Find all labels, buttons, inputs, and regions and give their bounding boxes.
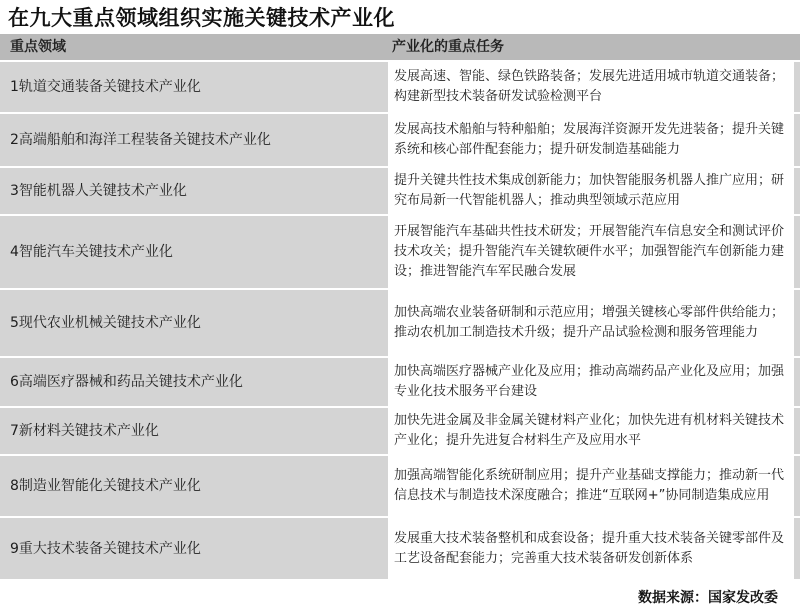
key-fields-table (0, 34, 800, 579)
row-tasks (388, 358, 794, 406)
data-source: 数据来源：国家发改委 (638, 590, 778, 606)
row-field: 2高端船舶和海洋工程装备关键技术产业化 (10, 132, 271, 148)
row-field: 3智能机器人关键技术产业化 (10, 183, 187, 199)
table-row (0, 516, 800, 579)
row-tasks (388, 216, 794, 288)
row-tasks (388, 456, 794, 516)
page-title: 在九大重点领域组织实施关键技术产业化 (8, 6, 395, 30)
table-row (0, 454, 800, 516)
header-tasks: 产业化的重点任务 (392, 39, 504, 55)
row-tasks (388, 290, 794, 356)
row-field: 8制造业智能化关键技术产业化 (10, 478, 201, 494)
table-row (0, 406, 800, 454)
row-field: 9重大技术装备关键技术产业化 (10, 540, 201, 557)
row-tasks-text: 加快高端农业装备研制和示范应用；增强关键核心零部件供给能力；推动农机加工制造技术升级；提升产品试验检测和服务管理能力 (394, 305, 785, 340)
table-row (0, 288, 800, 356)
row-field: 6高端医疗器械和药品关键技术产业化 (10, 374, 243, 390)
table-header (0, 34, 800, 60)
row-field: 5现代农业机械关键技术产业化 (10, 315, 201, 331)
row-tasks-text: 发展重大技术装备整机和成套设备；提升重大技术装备关键零部件及工艺设备配套能力；完善重大技术装备研发创新体系 (394, 530, 785, 566)
table-row (0, 356, 800, 406)
row-tasks (388, 62, 794, 112)
row-tasks (388, 408, 794, 454)
table-row (0, 214, 800, 288)
row-tasks-text: 加快高端医疗器械产业化及应用；推动高端药品产业化及应用；加强专业化技术服务平台建设 (394, 364, 785, 399)
table-row (0, 112, 800, 166)
row-tasks-text: 发展高技术船舶与特种船舶；发展海洋资源开发先进装备；提升关键系统和核心部件配套能力；提升研发制造基础能力 (394, 122, 785, 157)
row-field: 4智能汽车关键技术产业化 (10, 244, 173, 260)
row-tasks-text: 加快先进金属及非金属关键材料产业化；加快先进有机材料关键技术产业化；提升先进复合材料生产及应用水平 (394, 413, 785, 448)
header-field: 重点领域 (10, 39, 66, 55)
row-tasks-text: 开展智能汽车基础共性技术研发；开展智能汽车信息安全和测试评价技术攻关；提升智能汽车关键软硬件水平；加强智能汽车创新能力建设；推进智能汽车军民融合发展 (394, 224, 785, 279)
row-tasks-text: 加强高端智能化系统研制应用；提升产业基础支撑能力；推动新一代信息技术与制造技术深度融合；推进“互联网+”协同制造集成应用 (394, 468, 785, 503)
row-field: 7新材料关键技术产业化 (10, 423, 159, 439)
row-tasks (388, 518, 794, 579)
row-tasks (388, 114, 794, 166)
row-tasks-text: 提升关键共性技术集成创新能力；加快智能服务机器人推广应用；研究布局新一代智能机器人；推动典型领域示范应用 (394, 173, 785, 208)
table-row (0, 166, 800, 214)
row-field: 1轨道交通装备关键技术产业化 (10, 79, 201, 95)
table-row (0, 60, 800, 112)
row-tasks-text: 发展高速、智能、绿色铁路装备；发展先进适用城市轨道交通装备；构建新型技术装备研发试验检测平台 (394, 69, 785, 104)
row-tasks (388, 168, 794, 214)
